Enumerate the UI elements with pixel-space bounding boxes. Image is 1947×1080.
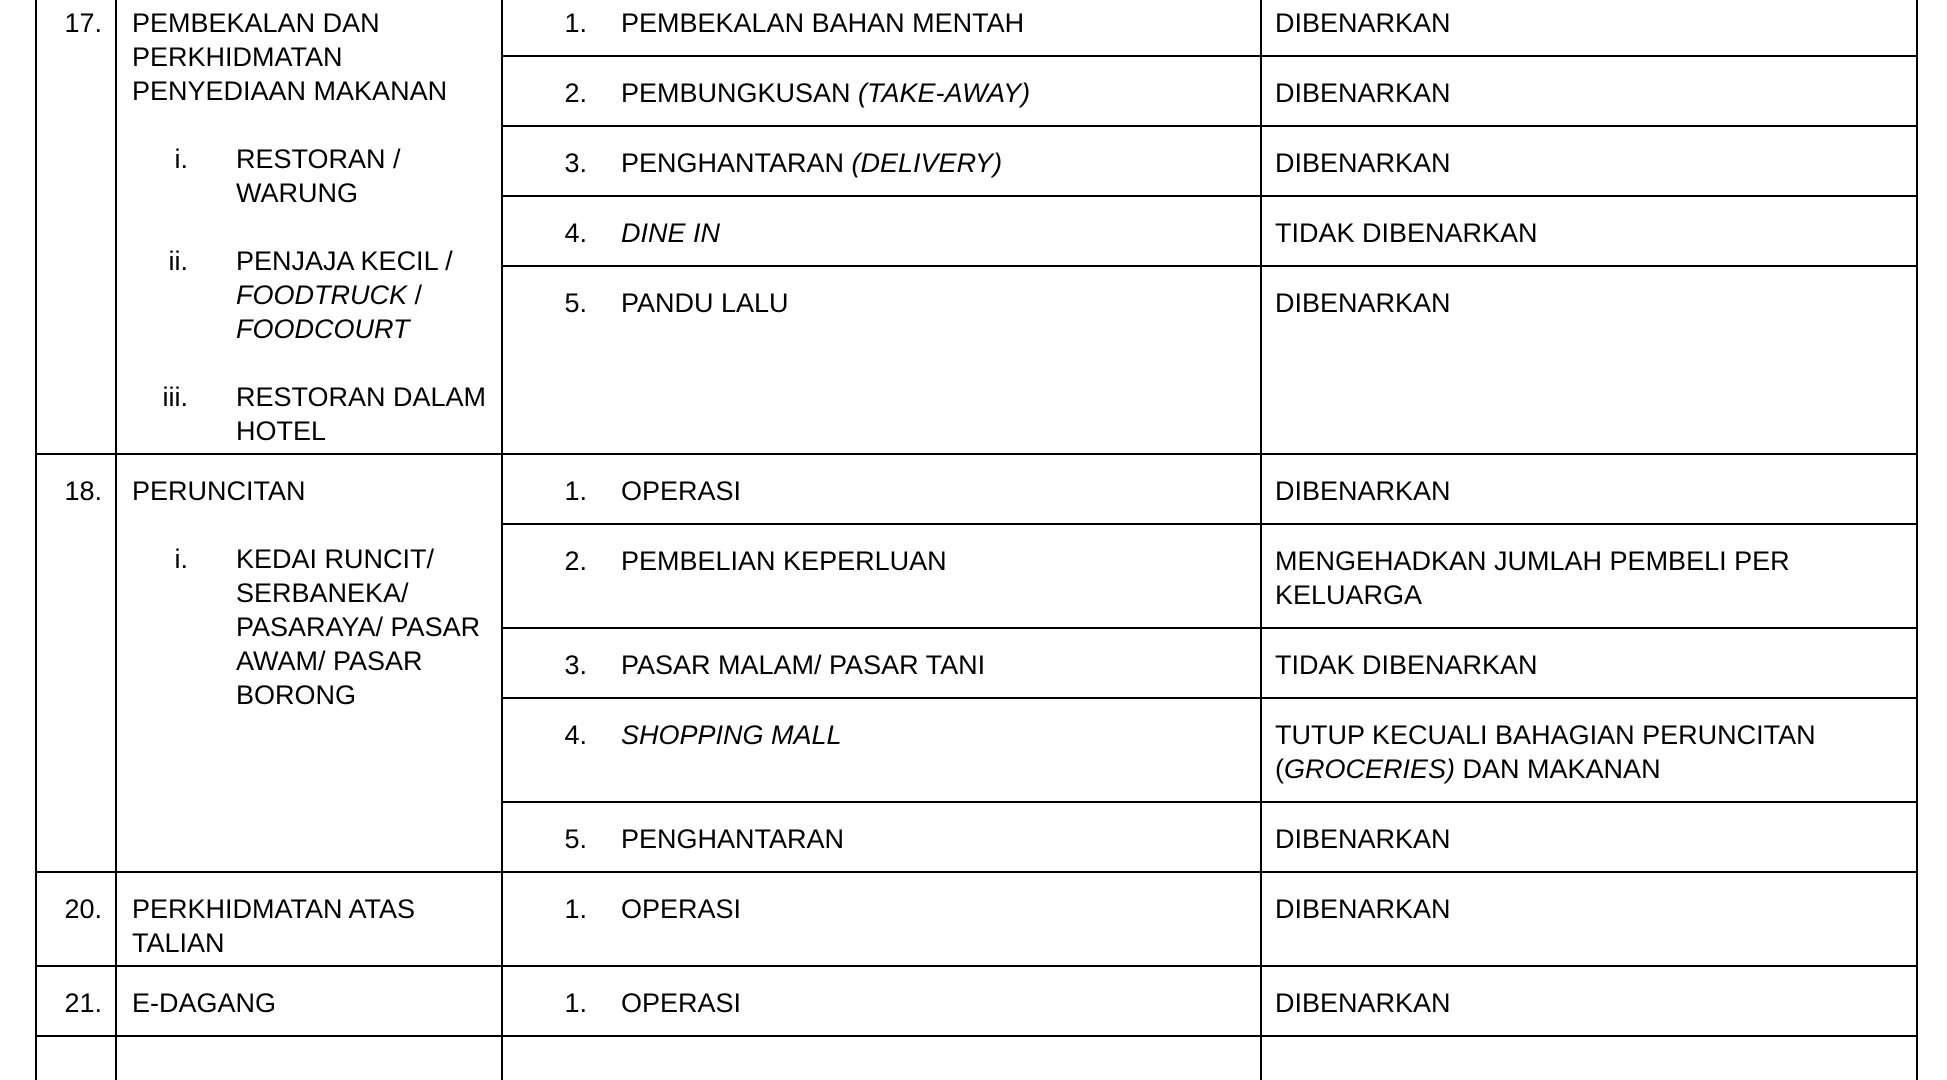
status-label [1275,892,1451,926]
sub-marker: i. [174,544,188,574]
item-number: 4. [564,720,587,750]
subcategory-text: KEDAI RUNCIT/ [236,544,435,574]
item-divider [502,195,1917,197]
subcategory-label [236,542,434,576]
subcategory-label [236,380,486,414]
subcategory-text: FOODTRUCK [236,280,407,310]
item-number: 1. [564,894,587,924]
column-divider [501,0,503,1080]
item-label-run: PENGHANTARAN [621,824,845,854]
item-label-run: (TAKE-AWAY) [858,78,1031,108]
status-label-run: TUTUP KECUALI BAHAGIAN PERUNCITAN [1275,720,1816,750]
subcategory-tail: / [407,280,423,310]
subcategory-label [236,176,358,210]
status-label [1275,474,1451,508]
item-label-run: PEMBEKALAN BAHAN MENTAH [621,8,1025,38]
subcategory-label [236,278,422,312]
sub-marker: ii. [168,246,188,276]
item-label [621,718,842,752]
subcategory-text: RESTORAN / [236,144,401,174]
status-label [1275,76,1451,110]
row-number: 18. [64,476,102,506]
item-divider [502,55,1917,57]
item-label [621,474,741,508]
subcategory-text: PASARAYA/ PASAR [236,612,481,642]
status-label-run: DIBENARKAN [1275,476,1451,506]
item-label-run: OPERASI [621,988,742,1018]
subcategory-label [236,414,326,448]
category-label: PERKHIDMATAN [132,42,343,72]
column-divider [115,0,117,1080]
item-label-run: PASAR MALAM/ PASAR TANI [621,650,986,680]
status-label [1275,752,1661,786]
item-label [621,986,741,1020]
subcategory-label [236,678,356,712]
category-label: E-DAGANG [132,988,277,1018]
status-label [1275,648,1538,682]
status-label [1275,822,1451,856]
status-label [1275,578,1422,612]
row-number: 20. [64,894,102,924]
subcategory-label [236,644,423,678]
item-label-run: PEMBELIAN KEPERLUAN [621,546,947,576]
item-number: 1. [564,8,587,38]
item-number: 2. [564,546,587,576]
row-divider [36,1035,1917,1037]
item-divider [502,627,1917,629]
subcategory-text: RESTORAN DALAM [236,382,487,412]
category-label: PEMBEKALAN DAN [132,8,380,38]
item-label [621,6,1024,40]
subcategory-text: SERBANEKA/ [236,578,409,608]
item-number: 3. [564,148,587,178]
status-label [1275,286,1451,320]
item-number: 3. [564,650,587,680]
status-label [1275,6,1451,40]
item-label [621,822,844,856]
subcategory-label [236,142,401,176]
item-label-run: PENGHANTARAN [621,148,852,178]
subcategory-text: FOODCOURT [236,314,410,344]
item-label [621,76,1030,110]
item-label-run: DINE IN [621,218,721,248]
row-number: 21. [64,988,102,1018]
sub-marker: i. [174,144,188,174]
item-label [621,544,947,578]
row-divider [36,453,1917,455]
column-divider [1916,0,1918,1080]
status-label-run: KELUARGA [1275,580,1423,610]
item-divider [502,697,1917,699]
sub-marker: iii. [162,382,188,412]
item-number: 5. [564,288,587,318]
item-label [621,286,789,320]
subcategory-text: WARUNG [236,178,358,208]
row-divider [36,965,1917,967]
item-divider [502,801,1917,803]
subcategory-text: HOTEL [236,416,327,446]
item-label-run: OPERASI [621,476,742,506]
status-label-run: DIBENARKAN [1275,288,1451,318]
status-label [1275,718,1816,752]
status-label-run: TIDAK DIBENARKAN [1275,650,1538,680]
subcategory-label [236,610,480,644]
item-label [621,146,1002,180]
item-number: 4. [564,218,587,248]
status-label-run: DAN MAKANAN [1455,754,1661,784]
item-label-run: PEMBUNGKUSAN [621,78,859,108]
category-label: PERKHIDMATAN ATAS [132,894,416,924]
category-label: PENYEDIAAN MAKANAN [132,76,448,106]
item-divider [502,523,1917,525]
item-number: 1. [564,476,587,506]
status-label-run: TIDAK DIBENARKAN [1275,218,1538,248]
item-label-run: SHOPPING MALL [621,720,842,750]
status-label-run: DIBENARKAN [1275,8,1451,38]
status-label-run: DIBENARKAN [1275,78,1451,108]
status-label-run: GROCERIES) [1284,754,1456,784]
column-divider [1260,0,1262,1080]
subcategory-label [236,312,410,346]
status-label-run: DIBENARKAN [1275,824,1451,854]
subcategory-text: BORONG [236,680,357,710]
row-divider [36,871,1917,873]
item-number: 5. [564,824,587,854]
subcategory-text: AWAM/ PASAR [236,646,423,676]
item-label-run: (DELIVERY) [851,148,1003,178]
status-label [1275,216,1538,250]
subcategory-label [236,244,453,278]
category-label: PERUNCITAN [132,476,306,506]
row-number: 17. [64,8,102,38]
item-label-run: PANDU LALU [621,288,789,318]
item-divider [502,125,1917,127]
status-label-run: DIBENARKAN [1275,894,1451,924]
item-label [621,648,985,682]
status-label-run: DIBENARKAN [1275,148,1451,178]
subcategory-label [236,576,409,610]
item-label [621,892,741,926]
item-label [621,216,720,250]
status-label-run: ( [1275,754,1284,784]
status-label [1275,544,1790,578]
item-label-run: OPERASI [621,894,742,924]
item-divider [502,265,1917,267]
status-label-run: MENGEHADKAN JUMLAH PEMBELI PER [1275,546,1790,576]
status-label [1275,986,1451,1020]
item-number: 2. [564,78,587,108]
status-label [1275,146,1451,180]
category-label: TALIAN [132,928,225,958]
item-number: 1. [564,988,587,1018]
subcategory-text: PENJAJA KECIL / [236,246,453,276]
status-label-run: DIBENARKAN [1275,988,1451,1018]
column-divider [35,0,37,1080]
